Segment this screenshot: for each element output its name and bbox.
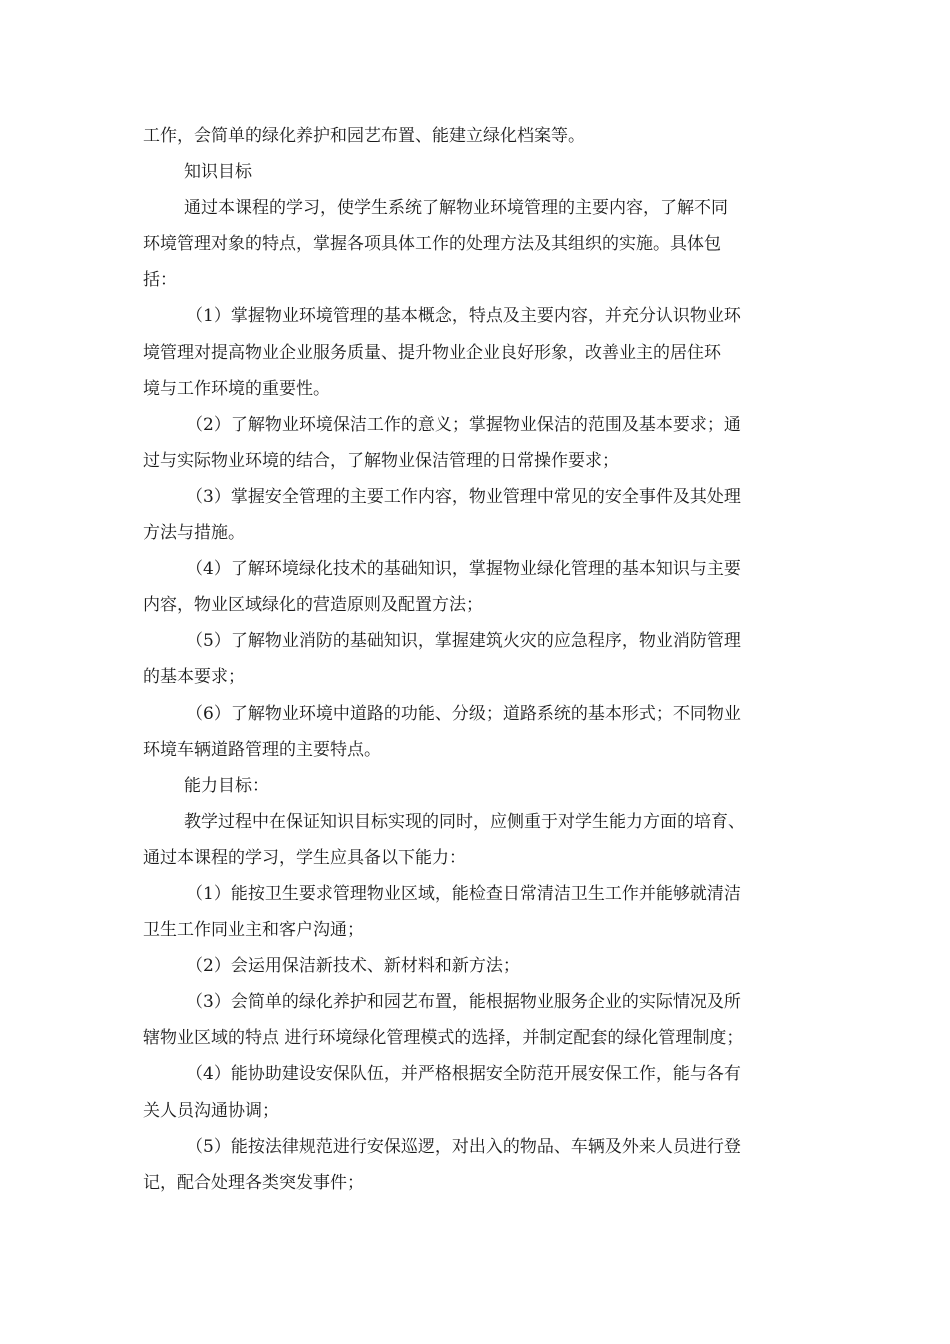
paragraph-line: 工作，会简单的绿化养护和园艺布置、能建立绿化档案等。 xyxy=(143,126,585,146)
list-item-line: （5）能按法律规范进行安保巡逻，对出入的物品、车辆及外来人员进行登 xyxy=(186,1136,741,1157)
list-item-line: 的基本要求； xyxy=(143,667,245,688)
paragraph-line: 环境管理对象的特点，掌握各项具体工作的处理方法及其组织的实施。具体包 xyxy=(143,234,721,255)
document-body xyxy=(143,118,809,1201)
section-heading-ability: 能力目标： xyxy=(184,775,269,796)
list-item-line: （4）能协助建设安保队伍，并严格根据安全防范开展安保工作，能与各有 xyxy=(186,1064,741,1085)
list-item-line: 过与实际物业环境的结合，了解物业保洁管理的日常操作要求； xyxy=(143,450,619,471)
list-item-line: （3）会简单的绿化养护和园艺布置，能根据物业服务企业的实际情况及所 xyxy=(186,992,741,1013)
paragraph-line: 通过本课程的学习，使学生系统了解物业环境管理的主要内容，了解不同 xyxy=(184,198,728,219)
list-item-line: （2）会运用保洁新技术、新材料和新方法； xyxy=(186,956,520,977)
list-item-line: （5）了解物业消防的基础知识，掌握建筑火灾的应急程序，物业消防管理 xyxy=(186,631,741,652)
list-item-line: 内容，物业区域绿化的营造原则及配置方法； xyxy=(143,595,483,616)
section-heading-knowledge: 知识目标 xyxy=(184,162,252,183)
list-item-line: 卫生工作同业主和客户沟通； xyxy=(143,920,364,941)
list-item-line: 辖物业区域的特点 进行环境绿化管理模式的选择，并制定配套的绿化管理制度； xyxy=(143,1028,744,1049)
list-item-line: （1）能按卫生要求管理物业区域，能检查日常清洁卫生工作并能够就清洁 xyxy=(186,883,741,904)
list-item-line: 关人员沟通协调； xyxy=(143,1100,279,1121)
list-item-line: （3）掌握安全管理的主要工作内容，物业管理中常见的安全事件及其处理 xyxy=(186,486,741,507)
list-item-line: 境与工作环境的重要性。 xyxy=(143,378,330,399)
list-item-line: 记，配合处理各类突发事件； xyxy=(143,1172,364,1193)
list-item-line: （1）掌握物业环境管理的基本概念，特点及主要内容，并充分认识物业环 xyxy=(186,306,741,327)
list-item-line: 境管理对提高物业企业服务质量、提升物业企业良好形象，改善业主的居住环 xyxy=(143,342,721,363)
paragraph-line: 通过本课程的学习，学生应具备以下能力： xyxy=(143,847,466,868)
list-item-line: 方法与措施。 xyxy=(143,523,245,544)
paragraph-line: 教学过程中在保证知识目标实现的同时，应侧重于对学生能力方面的培育、 xyxy=(184,811,745,832)
list-item-line: 环境车辆道路管理的主要特点。 xyxy=(143,739,381,760)
list-item-line: （2）了解物业环境保洁工作的意义；掌握物业保洁的范围及基本要求；通 xyxy=(186,414,741,435)
paragraph-line: 括： xyxy=(143,270,177,291)
list-item-line: （6）了解物业环境中道路的功能、分级；道路系统的基本形式；不同物业 xyxy=(186,703,741,724)
list-item-line: （4）了解环境绿化技术的基础知识，掌握物业绿化管理的基本知识与主要 xyxy=(186,559,741,580)
